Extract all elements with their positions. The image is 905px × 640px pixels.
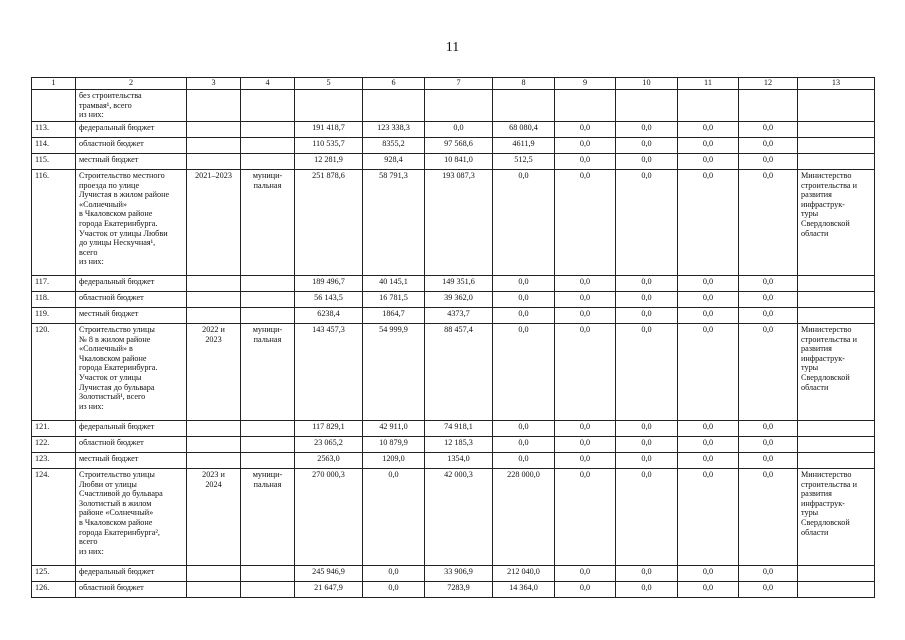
cell-period: 2023 и 2024	[187, 469, 241, 566]
cell-year-col-9: 0,0	[555, 276, 616, 292]
cell-level	[241, 566, 295, 582]
cell-total: 2563,0	[295, 453, 363, 469]
cell-year-col-9: 0,0	[555, 566, 616, 582]
cell-year-col-8	[493, 90, 555, 122]
cell-level	[241, 453, 295, 469]
cell-row-number: 115.	[32, 154, 76, 170]
cell-level: муници- пальная	[241, 170, 295, 276]
table-row	[32, 421, 875, 437]
cell-year-col-11: 0,0	[678, 308, 739, 324]
cell-level	[241, 138, 295, 154]
cell-responsible	[798, 308, 875, 324]
table-row	[32, 469, 875, 566]
cell-total: 56 143,5	[295, 292, 363, 308]
cell-row-number: 114.	[32, 138, 76, 154]
cell-year-col-9: 0,0	[555, 154, 616, 170]
cell-responsible: Министерство строительства и развития инфраструк- туры Свердловской области	[798, 469, 875, 566]
cell-year-col-12: 0,0	[739, 469, 798, 566]
cell-item-name: областной бюджет	[76, 582, 187, 598]
cell-year-col-8: 0,0	[493, 276, 555, 292]
cell-total: 117 829,1	[295, 421, 363, 437]
cell-year-col-10: 0,0	[616, 324, 678, 421]
cell-period	[187, 308, 241, 324]
cell-row-number: 116.	[32, 170, 76, 276]
cell-year-col-7: 12 185,3	[425, 437, 493, 453]
cell-year-col-7: 7283,9	[425, 582, 493, 598]
cell-year-col-11: 0,0	[678, 421, 739, 437]
cell-row-number: 125.	[32, 566, 76, 582]
cell-year-col-6: 42 911,0	[363, 421, 425, 437]
cell-year-col-12: 0,0	[739, 566, 798, 582]
cell-level	[241, 437, 295, 453]
cell-year-col-10: 0,0	[616, 292, 678, 308]
column-header: 7	[425, 78, 493, 90]
cell-period	[187, 138, 241, 154]
cell-year-col-7: 0,0	[425, 122, 493, 138]
cell-year-col-11: 0,0	[678, 469, 739, 566]
column-header: 9	[555, 78, 616, 90]
cell-year-col-8: 512,5	[493, 154, 555, 170]
table-row	[32, 566, 875, 582]
cell-item-name: федеральный бюджет	[76, 122, 187, 138]
table-row	[32, 122, 875, 138]
cell-responsible	[798, 276, 875, 292]
cell-year-col-7: 88 457,4	[425, 324, 493, 421]
cell-period	[187, 154, 241, 170]
cell-period: 2022 и 2023	[187, 324, 241, 421]
cell-year-col-6: 0,0	[363, 566, 425, 582]
column-header: 3	[187, 78, 241, 90]
table-row	[32, 308, 875, 324]
cell-year-col-6: 123 338,3	[363, 122, 425, 138]
table-row	[32, 292, 875, 308]
column-header: 4	[241, 78, 295, 90]
cell-total: 21 647,9	[295, 582, 363, 598]
column-header: 12	[739, 78, 798, 90]
budget-table	[31, 77, 875, 598]
cell-year-col-6: 928,4	[363, 154, 425, 170]
cell-year-col-11: 0,0	[678, 138, 739, 154]
cell-year-col-8: 228 000,0	[493, 469, 555, 566]
cell-level	[241, 122, 295, 138]
cell-row-number: 119.	[32, 308, 76, 324]
cell-period	[187, 421, 241, 437]
column-header: 13	[798, 78, 875, 90]
cell-period	[187, 582, 241, 598]
cell-year-col-10: 0,0	[616, 437, 678, 453]
cell-year-col-10: 0,0	[616, 453, 678, 469]
cell-item-name: федеральный бюджет	[76, 421, 187, 437]
cell-year-col-8: 0,0	[493, 324, 555, 421]
page-number: 11	[445, 40, 460, 55]
cell-year-col-6: 0,0	[363, 582, 425, 598]
cell-year-col-10: 0,0	[616, 308, 678, 324]
cell-item-name: без строительства трамвая¹, всего из них:	[76, 90, 187, 122]
cell-level	[241, 292, 295, 308]
cell-item-name: Строительство местного проезда по улице Лучистая в жилом районе «Солнечный» в Чкаловском районе города Екатеринбурга. Участок от улицы Любви до улицы Нескучная¹, всего из них:	[76, 170, 187, 276]
cell-item-name: Строительство улицы № 8 в жилом районе «Солнечный» в Чкаловском районе города Екатеринбурга. Участок от улицы Лучистая до бульвара Золотистый¹, всего из них:	[76, 324, 187, 421]
column-header: 11	[678, 78, 739, 90]
column-header: 2	[76, 78, 187, 90]
cell-year-col-7: 39 362,0	[425, 292, 493, 308]
cell-year-col-8: 0,0	[493, 170, 555, 276]
cell-year-col-8: 0,0	[493, 453, 555, 469]
cell-total: 6238,4	[295, 308, 363, 324]
cell-row-number: 122.	[32, 437, 76, 453]
cell-year-col-7	[425, 90, 493, 122]
cell-year-col-8: 0,0	[493, 292, 555, 308]
cell-year-col-12: 0,0	[739, 276, 798, 292]
cell-period	[187, 90, 241, 122]
cell-responsible	[798, 122, 875, 138]
cell-year-col-6: 54 999,9	[363, 324, 425, 421]
cell-year-col-12: 0,0	[739, 582, 798, 598]
cell-level: муници- пальная	[241, 469, 295, 566]
table-row	[32, 324, 875, 421]
cell-year-col-6: 58 791,3	[363, 170, 425, 276]
cell-year-col-8: 0,0	[493, 421, 555, 437]
cell-year-col-10: 0,0	[616, 276, 678, 292]
cell-year-col-12	[739, 90, 798, 122]
cell-level	[241, 308, 295, 324]
cell-responsible	[798, 421, 875, 437]
cell-level	[241, 276, 295, 292]
column-header: 6	[363, 78, 425, 90]
table-row	[32, 582, 875, 598]
cell-responsible	[798, 90, 875, 122]
table-row	[32, 154, 875, 170]
cell-row-number: 123.	[32, 453, 76, 469]
cell-year-col-9: 0,0	[555, 582, 616, 598]
cell-year-col-11	[678, 90, 739, 122]
column-header: 5	[295, 78, 363, 90]
table-row	[32, 437, 875, 453]
cell-responsible	[798, 138, 875, 154]
cell-period	[187, 292, 241, 308]
cell-year-col-7: 193 087,3	[425, 170, 493, 276]
cell-period	[187, 437, 241, 453]
cell-year-col-10: 0,0	[616, 138, 678, 154]
cell-period	[187, 453, 241, 469]
table-row	[32, 453, 875, 469]
cell-year-col-7: 10 841,0	[425, 154, 493, 170]
cell-year-col-10: 0,0	[616, 566, 678, 582]
cell-responsible	[798, 154, 875, 170]
cell-row-number: 121.	[32, 421, 76, 437]
column-header: 8	[493, 78, 555, 90]
cell-year-col-10: 0,0	[616, 582, 678, 598]
cell-year-col-12: 0,0	[739, 138, 798, 154]
cell-year-col-9: 0,0	[555, 292, 616, 308]
cell-item-name: областной бюджет	[76, 292, 187, 308]
cell-year-col-8: 212 040,0	[493, 566, 555, 582]
cell-year-col-9: 0,0	[555, 469, 616, 566]
cell-total: 189 496,7	[295, 276, 363, 292]
cell-total: 23 065,2	[295, 437, 363, 453]
cell-row-number: 118.	[32, 292, 76, 308]
cell-year-col-9: 0,0	[555, 122, 616, 138]
cell-row-number: 126.	[32, 582, 76, 598]
cell-year-col-7: 1354,0	[425, 453, 493, 469]
cell-year-col-10: 0,0	[616, 170, 678, 276]
cell-row-number: 113.	[32, 122, 76, 138]
cell-year-col-11: 0,0	[678, 292, 739, 308]
table-row	[32, 276, 875, 292]
cell-total: 12 281,9	[295, 154, 363, 170]
cell-row-number: 124.	[32, 469, 76, 566]
cell-period	[187, 276, 241, 292]
table-row	[32, 170, 875, 276]
cell-year-col-6: 10 879,9	[363, 437, 425, 453]
cell-year-col-7: 97 568,6	[425, 138, 493, 154]
cell-responsible	[798, 566, 875, 582]
cell-year-col-8: 4611,9	[493, 138, 555, 154]
cell-year-col-12: 0,0	[739, 308, 798, 324]
cell-period: 2021–2023	[187, 170, 241, 276]
cell-year-col-10: 0,0	[616, 421, 678, 437]
cell-item-name: местный бюджет	[76, 154, 187, 170]
column-header: 10	[616, 78, 678, 90]
cell-year-col-12: 0,0	[739, 170, 798, 276]
cell-row-number: 117.	[32, 276, 76, 292]
table-row	[32, 138, 875, 154]
cell-year-col-7: 74 918,1	[425, 421, 493, 437]
cell-level	[241, 154, 295, 170]
cell-period	[187, 122, 241, 138]
cell-year-col-9: 0,0	[555, 308, 616, 324]
cell-total: 270 000,3	[295, 469, 363, 566]
cell-year-col-11: 0,0	[678, 582, 739, 598]
cell-year-col-10: 0,0	[616, 154, 678, 170]
cell-item-name: Строительство улицы Любви от улицы Счастливой до бульвара Золотистый в жилом районе «Солнечный» в Чкаловском районе города Екатеринбурга², всего из них:	[76, 469, 187, 566]
cell-total	[295, 90, 363, 122]
cell-year-col-8: 14 364,0	[493, 582, 555, 598]
cell-item-name: местный бюджет	[76, 308, 187, 324]
cell-level	[241, 582, 295, 598]
cell-year-col-11: 0,0	[678, 154, 739, 170]
cell-year-col-6: 1864,7	[363, 308, 425, 324]
cell-year-col-9: 0,0	[555, 453, 616, 469]
cell-responsible: Министерство строительства и развития инфраструк- туры Свердловской области	[798, 324, 875, 421]
cell-total: 251 878,6	[295, 170, 363, 276]
cell-responsible	[798, 437, 875, 453]
cell-year-col-12: 0,0	[739, 421, 798, 437]
cell-year-col-6: 8355,2	[363, 138, 425, 154]
cell-year-col-10: 0,0	[616, 469, 678, 566]
cell-year-col-12: 0,0	[739, 154, 798, 170]
cell-level: муници- пальная	[241, 324, 295, 421]
cell-item-name: местный бюджет	[76, 453, 187, 469]
cell-year-col-8: 0,0	[493, 308, 555, 324]
cell-year-col-9: 0,0	[555, 421, 616, 437]
cell-period	[187, 566, 241, 582]
cell-year-col-12: 0,0	[739, 292, 798, 308]
table-header-row	[32, 78, 875, 90]
cell-year-col-11: 0,0	[678, 437, 739, 453]
cell-total: 143 457,3	[295, 324, 363, 421]
cell-item-name: федеральный бюджет	[76, 566, 187, 582]
cell-year-col-12: 0,0	[739, 324, 798, 421]
cell-year-col-9: 0,0	[555, 324, 616, 421]
cell-responsible	[798, 453, 875, 469]
cell-year-col-6: 1209,0	[363, 453, 425, 469]
cell-responsible	[798, 292, 875, 308]
cell-year-col-9: 0,0	[555, 170, 616, 276]
cell-year-col-11: 0,0	[678, 453, 739, 469]
cell-year-col-9: 0,0	[555, 138, 616, 154]
cell-row-number: 120.	[32, 324, 76, 421]
cell-responsible	[798, 582, 875, 598]
cell-year-col-11: 0,0	[678, 566, 739, 582]
cell-row-number	[32, 90, 76, 122]
cell-year-col-6	[363, 90, 425, 122]
cell-year-col-6: 16 781,5	[363, 292, 425, 308]
cell-year-col-11: 0,0	[678, 122, 739, 138]
cell-year-col-6: 40 145,1	[363, 276, 425, 292]
cell-year-col-7: 33 906,9	[425, 566, 493, 582]
cell-year-col-12: 0,0	[739, 122, 798, 138]
cell-responsible: Министерство строительства и развития инфраструк- туры Свердловской области	[798, 170, 875, 276]
cell-year-col-6: 0,0	[363, 469, 425, 566]
cell-year-col-11: 0,0	[678, 170, 739, 276]
cell-item-name: областной бюджет	[76, 437, 187, 453]
cell-year-col-11: 0,0	[678, 276, 739, 292]
cell-year-col-12: 0,0	[739, 453, 798, 469]
cell-year-col-7: 4373,7	[425, 308, 493, 324]
cell-year-col-10	[616, 90, 678, 122]
cell-item-name: федеральный бюджет	[76, 276, 187, 292]
cell-year-col-7: 149 351,6	[425, 276, 493, 292]
table-row	[32, 90, 875, 122]
cell-item-name: областной бюджет	[76, 138, 187, 154]
cell-year-col-11: 0,0	[678, 324, 739, 421]
cell-year-col-10: 0,0	[616, 122, 678, 138]
cell-total: 191 418,7	[295, 122, 363, 138]
cell-total: 110 535,7	[295, 138, 363, 154]
cell-total: 245 946,9	[295, 566, 363, 582]
cell-year-col-9: 0,0	[555, 437, 616, 453]
column-header: 1	[32, 78, 76, 90]
cell-year-col-7: 42 000,3	[425, 469, 493, 566]
cell-level	[241, 421, 295, 437]
cell-year-col-9	[555, 90, 616, 122]
cell-level	[241, 90, 295, 122]
cell-year-col-8: 0,0	[493, 437, 555, 453]
cell-year-col-12: 0,0	[739, 437, 798, 453]
cell-year-col-8: 68 080,4	[493, 122, 555, 138]
